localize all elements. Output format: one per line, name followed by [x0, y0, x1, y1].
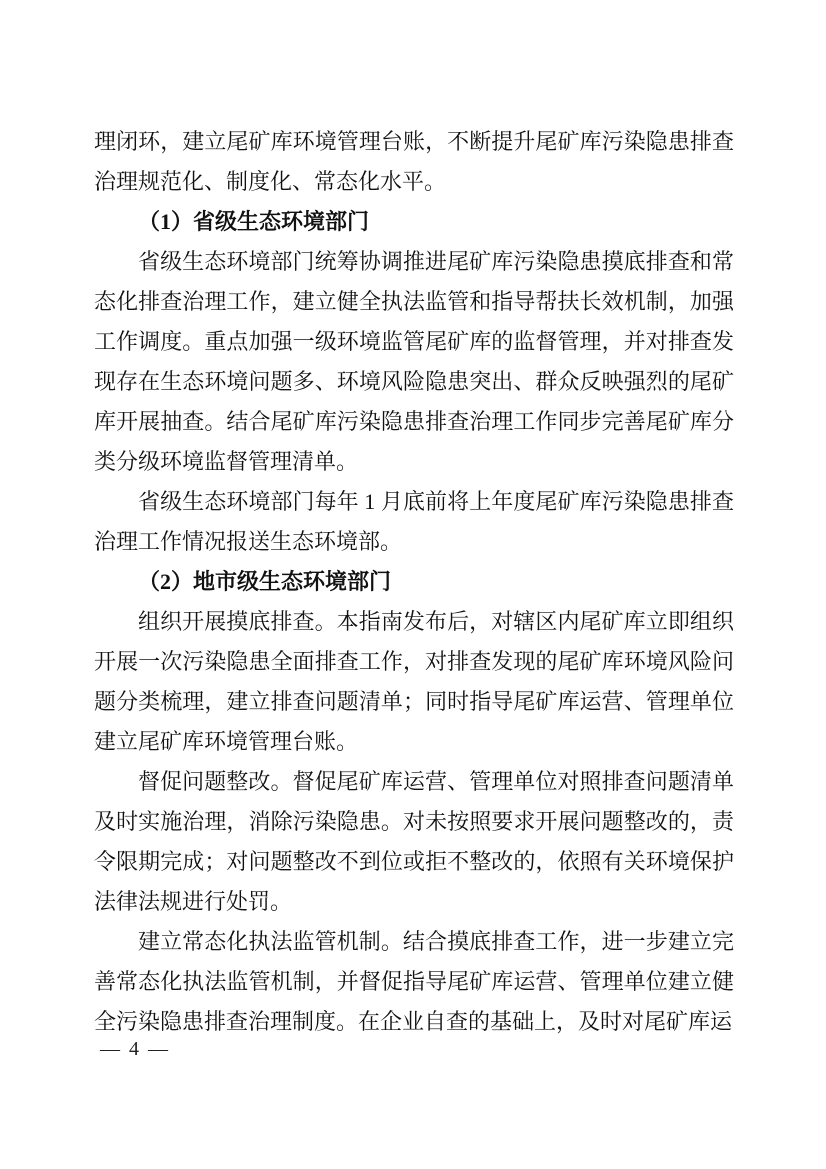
section-heading: （1）省级生态环境部门: [138, 209, 370, 234]
paragraph: 理闭环，建立尾矿库环境管理台账，不断提升尾矿库污染隐患排查治理规范化、制度化、常态化水平。: [94, 129, 734, 194]
page-number: — 4 —: [100, 1038, 170, 1060]
paragraph: 省级生态环境部门统筹协调推进尾矿库污染隐患摸底排查和常态化排查治理工作，建立健全执法监管和指导帮扶长效机制，加强工作调度。重点加强一级环境监管尾矿库的监督管理，并对排查发现存在生态环境问题多、环境风险隐患突出、群众反映强烈的尾矿库开展抽查。结合尾矿库污染隐患排查治理工作同步完善尾矿库分类分级环境监督管理清单。: [94, 249, 734, 474]
page-body: [94, 122, 734, 1042]
paragraph: 组织开展摸底排查。本指南发布后，对辖区内尾矿库立即组织开展一次污染隐患全面排查工作，对排查发现的尾矿库环境风险问题分类梳理，建立排查问题清单；同时指导尾矿库运营、管理单位建立尾矿库环境管理台账。: [94, 609, 734, 754]
paragraph: 省级生态环境部门每年 1 月底前将上年度尾矿库污染隐患排查治理工作情况报送生态环境部。: [94, 489, 734, 554]
paragraph: 督促问题整改。督促尾矿库运营、管理单位对照排查问题清单及时实施治理，消除污染隐患。对未按照要求开展问题整改的，责令限期完成；对问题整改不到位或拒不整改的，依照有关环境保护法律法规进行处罚。: [94, 769, 734, 914]
section-heading: （2）地市级生态环境部门: [138, 569, 392, 594]
paragraph: 建立常态化执法监管机制。结合摸底排查工作，进一步建立完善常态化执法监管机制，并督促指导尾矿库运营、管理单位建立健全污染隐患排查治理制度。在企业自查的基础上，及时对尾矿库运: [94, 929, 734, 1034]
